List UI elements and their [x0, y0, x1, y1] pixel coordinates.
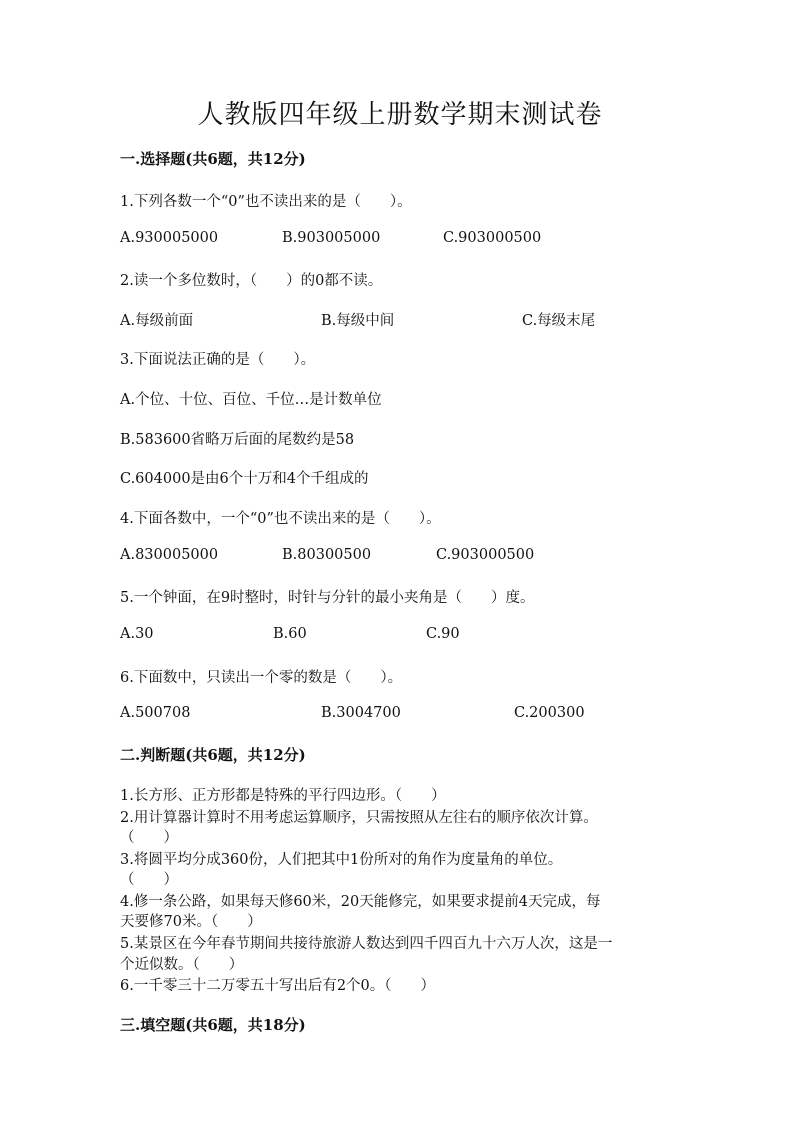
option-c: C.200300 — [514, 705, 585, 721]
judgement-line: 5.某景区在今年春节期间共接待旅游人数达到四千四百九十六万人次，这是一 — [120, 936, 613, 952]
section-title-true-false: 二.判断题(共6题，共12分) — [120, 746, 306, 764]
judgement-line: 1.长方形、正方形都是特殊的平行四边形。（ ） — [120, 788, 446, 804]
option-b: B.每级中间 — [321, 313, 395, 329]
judgement-line: 3.将圆平均分成360份，人们把其中1份所对的角作为度量角的单位。 — [120, 852, 563, 868]
judgement-line: 个近似数。（ ） — [120, 957, 244, 973]
option-b: B.903005000 — [282, 230, 381, 246]
option-c: C.604000是由6个十万和4个千组成的 — [120, 471, 369, 487]
option-a: A.930005000 — [120, 230, 219, 246]
option-c: C.90 — [426, 626, 460, 642]
option-c: C.每级末尾 — [522, 313, 596, 329]
question-text: 2.读一个多位数时，（ ）的0都不读。 — [120, 273, 383, 289]
judgement-line: 2.用计算器计算时不用考虑运算顺序，只需按照从左往右的顺序依次计算。 — [120, 810, 598, 826]
option-c: C.903000500 — [436, 547, 535, 563]
option-b: B.3004700 — [321, 705, 401, 721]
section-title-choice: 一.选择题(共6题，共12分) — [120, 150, 306, 168]
page-title: 人教版四年级上册数学期末测试卷 — [197, 100, 603, 130]
judgement-line: （ ） — [120, 830, 178, 846]
question-text: 6.下面数中，只读出一个零的数是（ ）。 — [120, 670, 403, 686]
option-a: A.830005000 — [120, 547, 219, 563]
question-text: 1.下列各数一个“0”也不读出来的是（ ）。 — [120, 194, 412, 210]
section-title-fill-in: 三.填空题(共6题，共18分) — [120, 1016, 306, 1034]
question-text: 4.下面各数中，一个“0”也不读出来的是（ ）。 — [120, 511, 441, 527]
option-c: C.903000500 — [443, 230, 542, 246]
judgement-line: 6.一千零三十二万零五十写出后有2个0。（ ） — [120, 978, 436, 994]
option-b: B.583600省略万后面的尾数约是58 — [120, 432, 355, 448]
option-b: B.80300500 — [282, 547, 372, 563]
option-a: A.个位、十位、百位、千位…是计数单位 — [120, 392, 382, 408]
judgement-line: 4.修一条公路，如果每天修60米，20天能修完，如果要求提前4天完成，每 — [120, 894, 601, 910]
judgement-line: （ ） — [120, 872, 178, 888]
judgement-line: 天要修70米。（ ） — [120, 914, 262, 930]
option-a: A.500708 — [120, 705, 191, 721]
question-text: 5.一个钟面，在9时整时，时针与分针的最小夹角是（ ）度。 — [120, 590, 535, 606]
option-a: A.30 — [120, 626, 154, 642]
question-text: 3.下面说法正确的是（ ）。 — [120, 352, 316, 368]
option-a: A.每级前面 — [120, 313, 194, 329]
option-b: B.60 — [273, 626, 307, 642]
